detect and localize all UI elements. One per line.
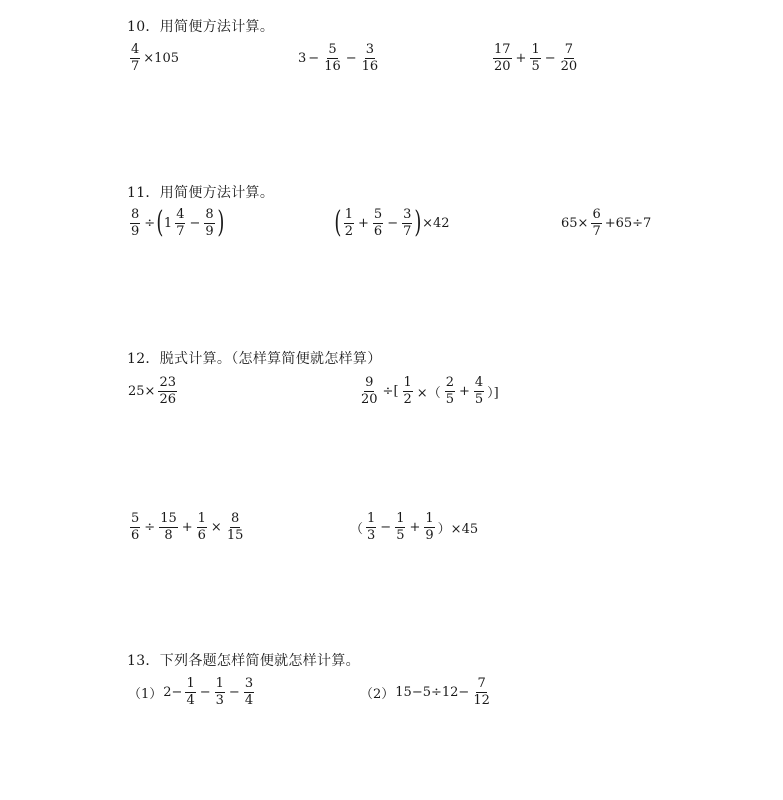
fraction: [130, 43, 140, 73]
math-token: ×105: [143, 50, 179, 66]
q11-expr-3: [561, 208, 651, 238]
math-token: −: [228, 684, 240, 700]
math-token: 7: [131, 58, 140, 74]
fraction: [445, 376, 455, 406]
q10-heading: 10．用简便方法计算。: [127, 19, 275, 35]
math-token: 3: [367, 527, 376, 543]
fraction: [530, 43, 540, 73]
fraction: [197, 512, 207, 542]
math-token: ）]: [487, 385, 499, 401]
q12-expr-3: [128, 512, 246, 542]
fraction: [323, 43, 342, 73]
fraction: [130, 512, 140, 542]
math-token: +: [515, 50, 527, 66]
math-token: ×42: [422, 215, 450, 231]
math-token: 4: [176, 207, 185, 222]
fraction: [493, 43, 512, 73]
math-token: 6: [373, 223, 383, 239]
math-token: 8: [131, 207, 140, 222]
fraction: [472, 677, 491, 707]
math-token: −: [387, 215, 399, 231]
math-token: 1: [186, 676, 195, 691]
math-token: 15−5÷12−: [395, 684, 470, 700]
fraction: [395, 512, 405, 542]
math-token: 3: [244, 676, 254, 691]
q12-expr-4: [350, 512, 478, 542]
q11-expr-2: [334, 205, 450, 241]
fraction: [360, 376, 379, 406]
math-token: 4: [131, 42, 140, 57]
math-token: 25×: [128, 383, 156, 399]
math-token: 5: [531, 58, 540, 74]
math-token: 1: [367, 511, 376, 526]
math-token: 6: [197, 527, 206, 543]
math-token: 5: [131, 511, 140, 526]
fraction: [361, 43, 380, 73]
q11-heading: 11．用简便方法计算。: [127, 185, 275, 201]
math-token: ×: [210, 519, 222, 535]
math-token: 1: [344, 207, 353, 222]
q10-expr-3: [491, 43, 580, 73]
fraction: [424, 512, 434, 542]
math-token: 1: [425, 511, 434, 526]
math-token: 1: [215, 676, 224, 691]
math-token: −: [189, 215, 201, 231]
math-token: 3: [365, 42, 375, 57]
math-token: （2）: [360, 686, 395, 702]
q13-heading: 13．下列各题怎样简便就怎样计算。: [127, 653, 360, 669]
math-token: −: [345, 50, 357, 66]
math-token: 5: [373, 207, 383, 222]
q12-expr-2: [358, 376, 499, 406]
q13-expr-1: [128, 677, 256, 707]
math-token: 5: [396, 527, 405, 543]
math-token: 8: [230, 511, 240, 526]
fraction: [130, 208, 140, 238]
math-token: 4: [186, 692, 195, 708]
q12-expr-1: [128, 376, 179, 406]
q12-heading: 12．脱式计算。（怎样算简便就怎样算）: [127, 351, 382, 367]
math-token: 1: [396, 511, 405, 526]
math-token: （1）: [128, 686, 163, 702]
math-token: −: [544, 50, 556, 66]
math-token: −: [199, 684, 211, 700]
math-token: 20: [494, 58, 511, 74]
math-token: 6: [131, 527, 140, 543]
math-token: 16: [324, 58, 341, 74]
math-token: (: [334, 205, 342, 241]
fraction: [159, 512, 178, 542]
math-token: 3: [403, 207, 412, 222]
fraction: [215, 677, 225, 707]
fraction: [366, 512, 376, 542]
math-token: +: [181, 519, 193, 535]
math-token: 17: [494, 42, 511, 57]
math-token: 1: [531, 42, 540, 57]
fraction: [591, 208, 601, 238]
math-token: ÷: [144, 215, 156, 231]
math-token: （: [350, 521, 364, 537]
math-token: (: [156, 205, 164, 241]
math-token: +: [358, 215, 369, 231]
math-token: 23: [159, 375, 176, 390]
math-token: 7: [176, 223, 185, 239]
math-token: ×（: [416, 385, 441, 401]
math-token: −: [308, 50, 320, 66]
math-token: ÷[: [382, 383, 399, 399]
math-token: 4: [244, 692, 254, 708]
math-token: 7: [403, 223, 412, 239]
fraction: [226, 512, 245, 542]
math-token: 6: [592, 207, 601, 222]
fraction: [560, 43, 579, 73]
math-token: 9: [131, 223, 140, 239]
fraction: [185, 677, 195, 707]
q11-expr-1: [128, 205, 225, 241]
fraction: [158, 376, 177, 406]
q13-expr-2: [360, 677, 493, 707]
math-token: 1: [403, 375, 412, 390]
math-token: 2−: [163, 684, 183, 700]
math-token: 15: [160, 511, 177, 526]
math-token: 9: [425, 527, 434, 543]
math-token: 12: [473, 692, 490, 708]
math-token: 20: [560, 58, 578, 74]
math-token: 5: [328, 42, 337, 57]
math-token: 7: [477, 676, 486, 691]
math-token: −: [380, 519, 392, 535]
math-token: 7: [564, 42, 574, 57]
math-token: 3: [298, 50, 307, 66]
math-token: 26: [159, 391, 176, 407]
math-token: 9: [365, 375, 374, 390]
math-token: 1: [163, 215, 173, 231]
math-token: 2: [344, 223, 353, 239]
math-token: ): [217, 205, 225, 241]
math-token: 2: [403, 391, 412, 407]
math-token: 8: [164, 527, 173, 543]
fraction: [373, 208, 383, 238]
fraction: [402, 208, 412, 238]
math-token: +: [458, 383, 470, 399]
math-token: 5: [474, 391, 484, 407]
fraction: [204, 208, 214, 238]
fraction: [403, 376, 413, 406]
math-token: ÷: [144, 519, 156, 535]
math-token: ): [414, 205, 422, 241]
math-token: +: [409, 519, 421, 535]
math-token: 15: [226, 527, 244, 543]
math-token: 5: [445, 391, 454, 407]
fraction: [344, 208, 354, 238]
math-token: ）×45: [437, 521, 479, 537]
fraction: [474, 376, 484, 406]
math-token: 16: [361, 58, 379, 74]
fraction: [175, 208, 185, 238]
math-token: 4: [474, 375, 484, 390]
math-token: 7: [592, 223, 601, 239]
math-token: 2: [445, 375, 454, 390]
q10-expr-1: [128, 43, 179, 73]
math-token: 8: [205, 207, 214, 222]
math-token: 1: [197, 511, 206, 526]
math-token: 65×: [561, 215, 589, 231]
math-token: +65÷7: [604, 215, 652, 231]
q10-expr-2: [298, 43, 381, 73]
math-token: 9: [205, 223, 214, 239]
math-token: 3: [215, 692, 224, 708]
math-token: 20: [361, 391, 378, 407]
fraction: [244, 677, 254, 707]
